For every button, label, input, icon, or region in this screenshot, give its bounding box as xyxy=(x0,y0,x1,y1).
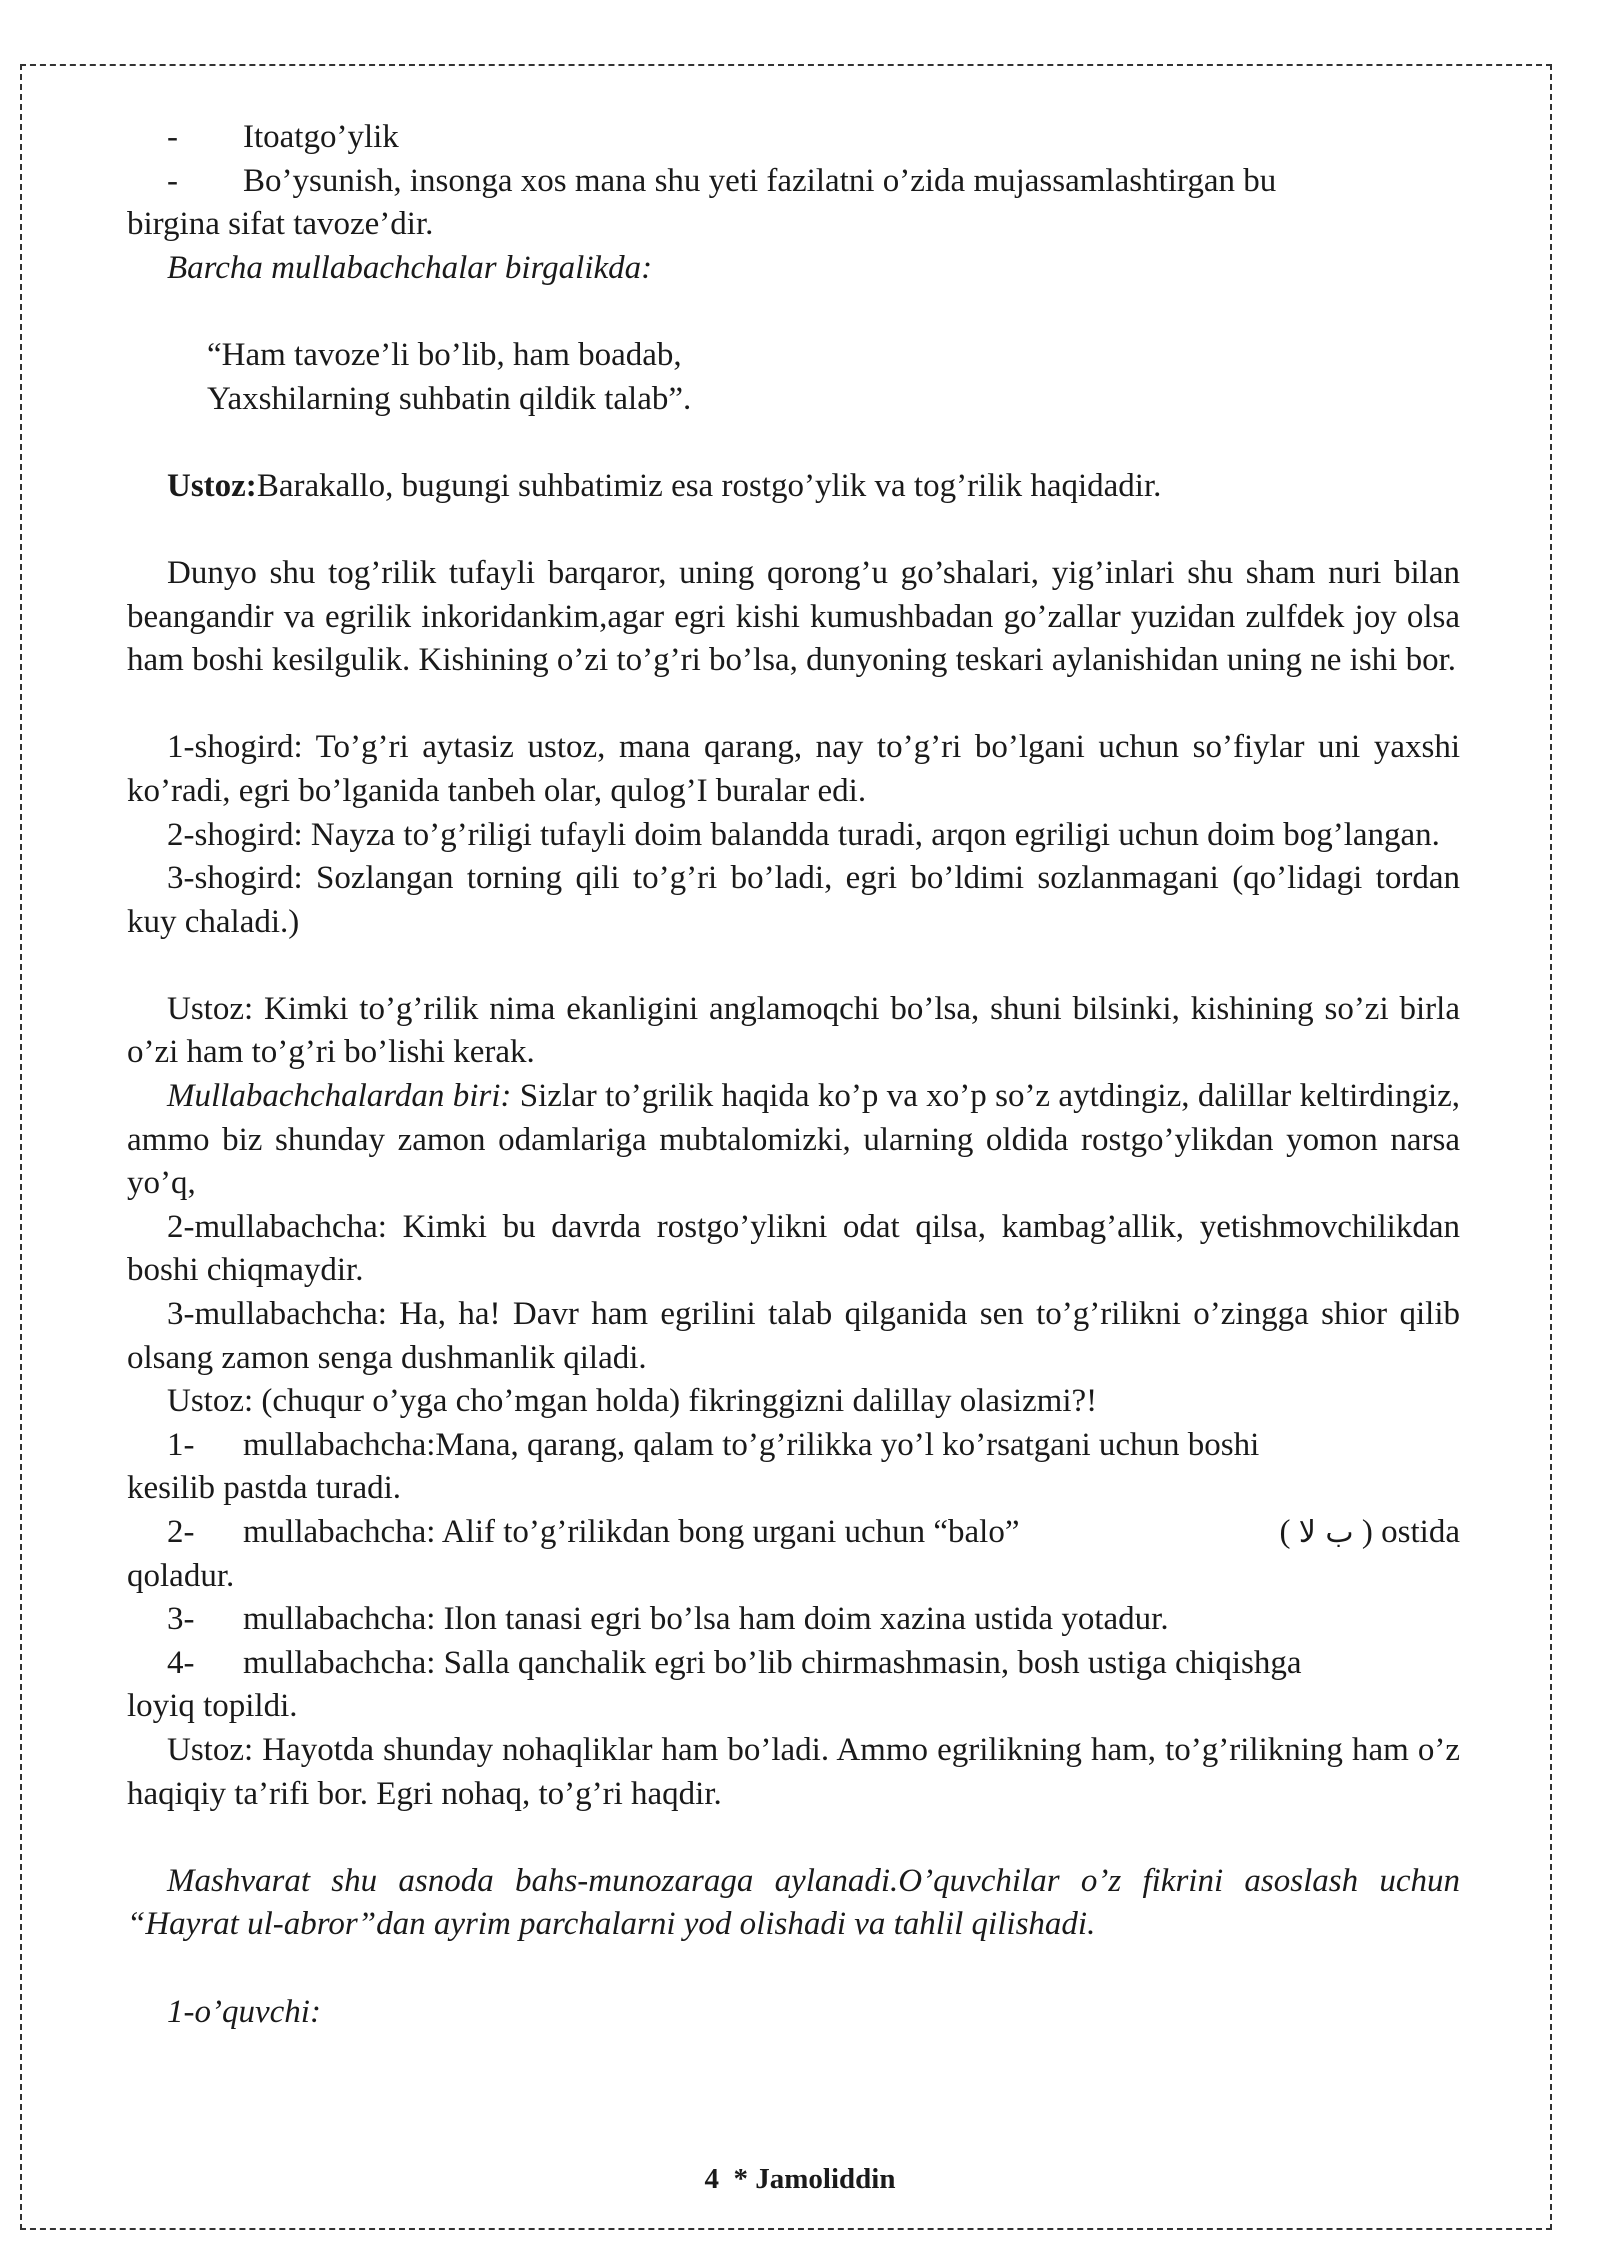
item-number: 4- xyxy=(167,1644,195,1681)
document-body xyxy=(127,116,1460,2034)
item-text-wrap xyxy=(243,1511,1460,1555)
arabic-text: ب لا xyxy=(1298,1515,1354,1550)
dialogue-line: 2-shogird: Nayza to’g’riligi tufayli doim balandda turadi, arqon egriligi uchun doim bog’langan. xyxy=(167,816,1440,853)
numbered-item xyxy=(127,1642,1460,1686)
list-text: Itoatgo’ylik xyxy=(243,119,399,155)
item-continuation: qoladur. xyxy=(127,1557,235,1594)
speech-text: Sizlar to’grilik haqida ko’p va xo’p so’z aytdingiz, dalillar keltirdingiz, ammo biz shunday zamon odamlariga mubtalomizki, ularning oldida rostgo’ylikdan yomon narsa yo’q, xyxy=(127,1078,1461,1202)
list-marker: - xyxy=(167,119,178,155)
page-number: 4 xyxy=(704,2163,720,2195)
dialogue-line: 3-mullabachcha: Ha, ha! Davr ham egrilini talab qilganida sen to’g’rilikni o’zingga shior qilib olsang zamon senga dushmanlik qiladi. xyxy=(127,1296,1460,1376)
footer-separator: * xyxy=(733,2163,749,2195)
poem-line: Yaxshilarning suhbatin qildik talab”. xyxy=(207,380,692,417)
numbered-item xyxy=(127,1511,1460,1555)
list-text: Bo’ysunish, insonga xos mana shu yeti fazilatni o’zida mujassamlashtirgan bu xyxy=(243,162,1277,199)
dialogue-line: 2-mullabachcha: Kimki bu davrda rostgo’ylikni odat qilsa, kambag’allik, yetishmovchilikdan boshi chiqmaydir. xyxy=(127,1208,1460,1289)
numbered-item xyxy=(127,1598,1460,1642)
list-marker: - xyxy=(167,162,178,199)
chorus-intro: Barcha mullabachchalar birgalikda: xyxy=(167,249,653,286)
list-item xyxy=(127,160,1460,204)
item-text: mullabachcha: Alif to’g’rilikdan bong urgani uchun “balo” xyxy=(243,1514,1020,1550)
item-number: 1- xyxy=(167,1426,195,1463)
arabic-group xyxy=(1280,1511,1460,1555)
speech-text: Barakallo, bugungi suhbatimiz esa rostgo’ylik va tog’rilik haqidadir. xyxy=(256,467,1162,504)
speaker-label: Mullabachchalardan biri: xyxy=(167,1078,512,1115)
dialogue-line: 3-shogird: Sozlangan torning qili to’g’ri bo’ladi, egri bo’ldimi sozlanmagani (qo’lidagi tordan kuy chaladi.) xyxy=(127,860,1460,940)
speaker-label: Ustoz: xyxy=(167,467,257,504)
page-footer xyxy=(0,2163,1600,2196)
dialogue-line: 1-shogird: To’g’ri aytasiz ustoz, mana qarang, nay to’g’ri bo’lgani uchun so’fiylar uni yaxshi ko’radi, egri bo’lganida tanbeh olar, qulog’I buralar edi. xyxy=(127,729,1460,809)
paren-close: ) ostida xyxy=(1361,1514,1460,1550)
poem-line: “Ham tavoze’li bo’lib, ham boadab, xyxy=(207,336,682,373)
paren-open: ( xyxy=(1279,1514,1291,1550)
dialogue-line xyxy=(127,1075,1460,1206)
footer-author: Jamoliddin xyxy=(755,2163,896,2195)
list-continuation: birgina sifat tavoze’dir. xyxy=(127,206,434,243)
item-text: mullabachcha:Mana, qarang, qalam to’g’rilikka yo’l ko’rsatgani uchun boshi xyxy=(243,1426,1260,1463)
dialogue-line: Ustoz: Kimki to’g’rilik nima ekanligini anglamoqchi bo’lsa, shuni bilsinki, kishining so’zi birla o’zi ham to’g’ri bo’lishi kerak. xyxy=(127,990,1460,1071)
speaker-heading: 1-o’quvchi: xyxy=(167,1993,321,2030)
item-continuation: loyiq topildi. xyxy=(127,1688,298,1725)
paragraph: Dunyo shu tog’rilik tufayli barqaror, uning qorong’u go’shalari, yig’inlari shu sham nuri bilan beangandir va egrilik inkoridankim,agar egri kishi kumushbadan go’zallar yuzidan zulfdek joy olsa ham boshi kesilgulik. Kishining o’zi to’g’ri bo’lsa, dunyoning teskari aylanishidan uning ne ishi bor. xyxy=(127,554,1460,679)
item-number: 3- xyxy=(167,1601,195,1638)
item-continuation: kesilib pastda turadi. xyxy=(127,1470,402,1507)
list-item xyxy=(127,116,1460,160)
narration: Mashvarat shu asnoda bahs-munozaraga aylanadi.O’quvchilar o’z fikrini asoslash uchun “Hayrat ul-abror”dan ayrim parchalarni yod olishadi va tahlil qilishadi. xyxy=(127,1862,1460,1943)
item-number: 2- xyxy=(167,1514,195,1550)
numbered-item xyxy=(127,1424,1460,1468)
dialogue-line: Ustoz: (chuqur o’yga cho’mgan holda) fikringgizni dalillay olasizmi?! xyxy=(167,1383,1098,1420)
item-text: mullabachcha: Ilon tanasi egri bo’lsa ham doim xazina ustida yotadur. xyxy=(243,1601,1169,1638)
item-text: mullabachcha: Salla qanchalik egri bo’lib chirmashmasin, bosh ustiga chiqishga xyxy=(243,1644,1302,1681)
dialogue-line: Ustoz: Hayotda shunday nohaqliklar ham bo’ladi. Ammo egrilikning ham, to’g’rilikning ham o’z haqiqiy ta’rifi bor. Egri nohaq, to’g’ri haqdir. xyxy=(127,1731,1460,1812)
ustoz-line xyxy=(127,465,1460,509)
